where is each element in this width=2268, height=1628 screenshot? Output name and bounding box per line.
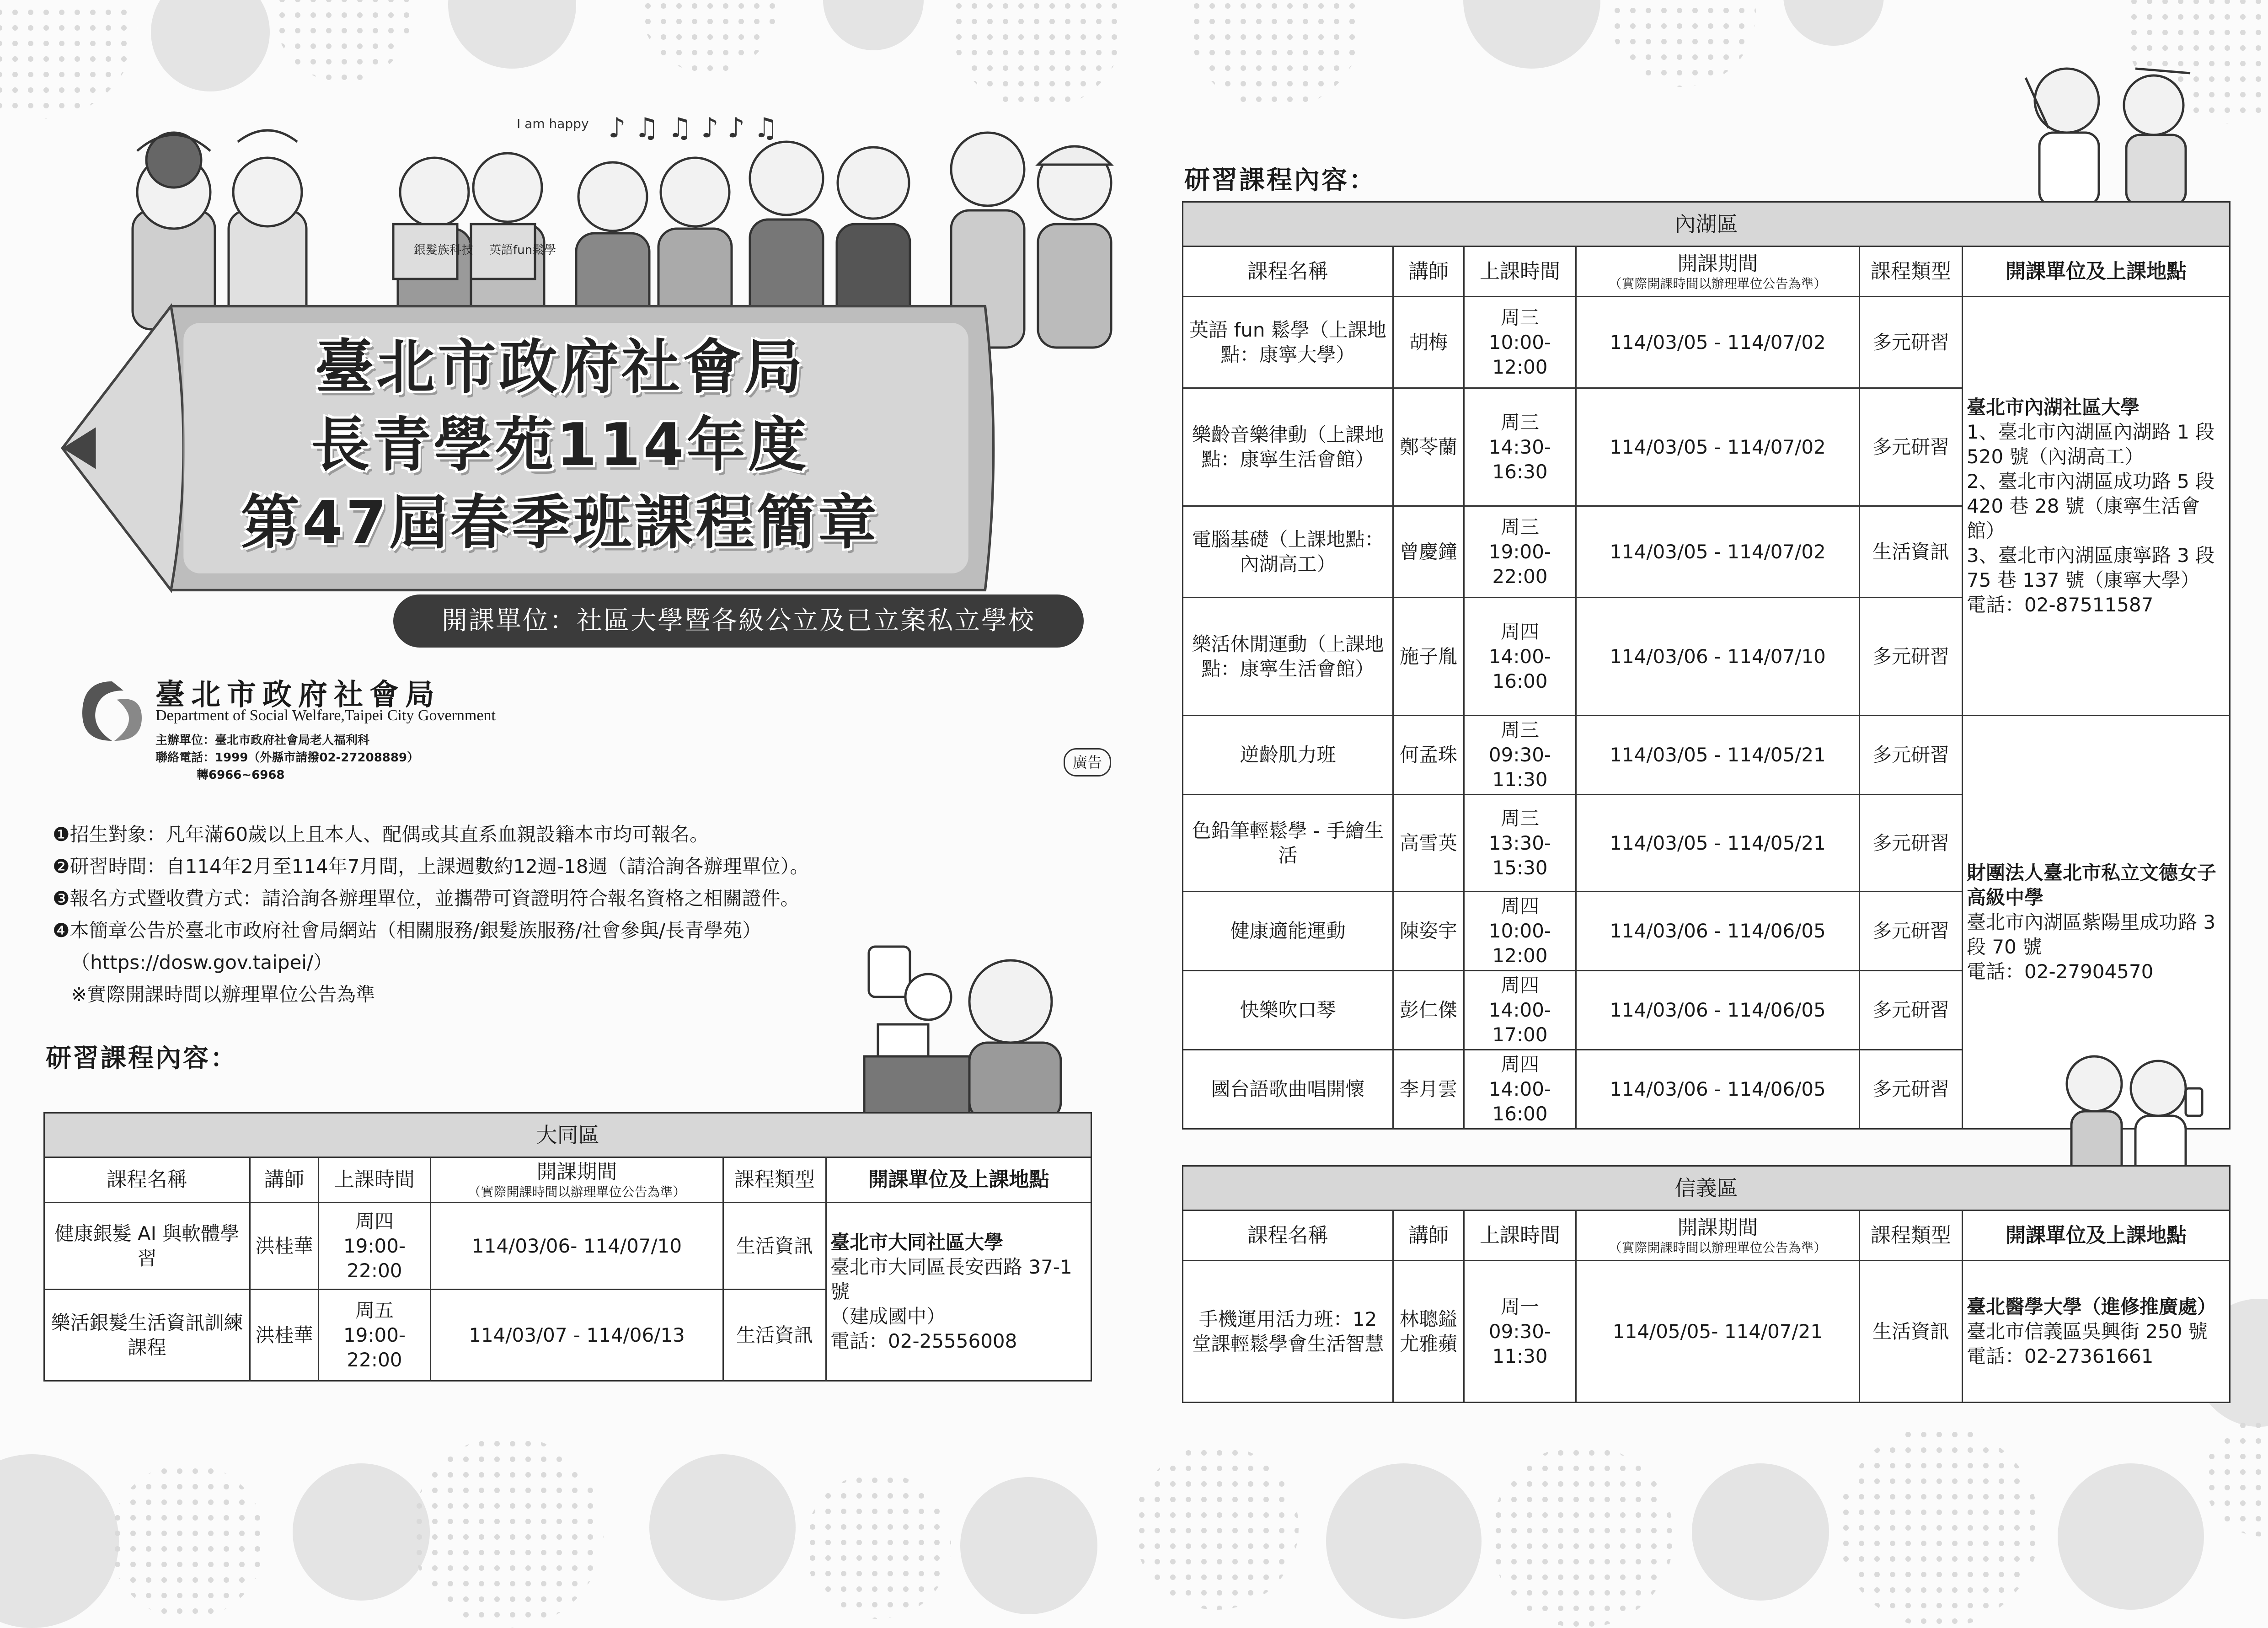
col-header-venue: 開課單位及上課地點 [826,1157,1091,1203]
title-line-1: 臺北市政府社會局 [315,333,805,402]
course-teacher: 陳姿宇 [1393,892,1464,971]
course-period: 114/03/05 - 114/07/02 [1576,388,1860,506]
venue-title: 臺北市內湖社區大學 [1967,396,2140,418]
course-period: 114/03/06 - 114/07/10 [1576,598,1860,716]
course-time: 周四 10:00-12:00 [1464,892,1576,971]
col-header-teacher: 講師 [1393,1210,1464,1261]
agency-ext: 轉6966~6968 [197,768,285,782]
venue-cell [1963,1261,2230,1403]
venue-cell [1963,297,2230,716]
course-time: 周三 13:30-15:30 [1464,795,1576,892]
course-type: 生活資訊 [723,1203,826,1290]
course-period: 114/05/05- 114/07/21 [1576,1261,1860,1403]
col-header-type: 課程類型 [723,1157,826,1203]
course-teacher: 李月雲 [1393,1050,1464,1129]
venue-line: 1、臺北市內湖區內湖路 1 段 520 號（內湖高工） [1967,420,2215,468]
course-name: 健康銀髮 AI 與軟體學習 [44,1203,250,1290]
course-type: 多元研習 [1860,971,1963,1050]
col-header-period [1576,1210,1860,1261]
course-name: 快樂吹口琴 [1183,971,1393,1050]
course-teacher: 洪桂華 [250,1203,319,1290]
col-header-time: 上課時間 [1464,246,1576,297]
course-name: 健康適能運動 [1183,892,1393,971]
period-label: 開課期間 [1677,1216,1758,1239]
agency-name: 臺北市政府社會局 [155,678,441,712]
course-teacher: 何孟珠 [1393,716,1464,795]
note-item: ❸報名方式暨收費方式：請洽詢各辦理單位，並攜帶可資證明符合報名資格之相關證件。 [53,887,800,910]
datong-table [43,1112,1092,1382]
right-page [1134,0,2268,1604]
course-type: 生活資訊 [1860,506,1963,598]
agency-name-en: Department of Social Welfare,Taipei City Government [155,707,496,724]
course-name: 色鉛筆輕鬆學 - 手繪生活 [1183,795,1393,892]
course-time: 周四 14:00-16:00 [1464,1050,1576,1129]
course-type: 多元研習 [1860,716,1963,795]
course-time: 周四 19:00-22:00 [319,1203,431,1290]
course-time: 周三 14:30-16:30 [1464,388,1576,506]
course-type: 多元研習 [1860,795,1963,892]
course-type: 多元研習 [1860,297,1963,388]
note-item: ※實際開課時間以辦理單位公告為準 [71,983,375,1006]
exercise-seniors-illustration [1998,59,2227,206]
period-label: 開課期間 [1677,252,1758,275]
col-header-venue: 開課單位及上課地點 [1963,1210,2230,1261]
course-period: 114/03/07 - 114/06/13 [431,1290,723,1381]
venue-line: 電話：02-87511587 [1967,593,2154,616]
course-period: 114/03/06 - 114/06/05 [1576,1050,1860,1129]
period-label: 開課期間 [536,1160,617,1184]
course-name: 電腦基礎（上課地點：內湖高工） [1183,506,1393,598]
course-type: 生活資訊 [1860,1261,1963,1403]
venue-title: 財團法人臺北市私立文德女子高級中學 [1967,861,2217,909]
col-header-name: 課程名稱 [1183,246,1393,297]
course-name: 逆齡肌力班 [1183,716,1393,795]
venue-line: 臺北市信義區吳興街 250 號 [1967,1320,2208,1343]
senior-computer-illustration [860,942,1097,1125]
course-teacher: 洪桂華 [250,1290,319,1381]
course-time: 周三 09:30-11:30 [1464,716,1576,795]
agency-logo-icon [73,672,151,750]
course-type: 多元研習 [1860,1050,1963,1129]
title-line-2: 長青學苑114年度 [311,411,809,479]
venue-line: 臺北市大同區長安西路 37-1 號 [830,1255,1072,1303]
venue-title: 臺北市大同社區大學 [830,1231,1004,1253]
col-header-name: 課程名稱 [1183,1210,1393,1261]
ad-badge: 廣告 [1064,748,1111,777]
course-name: 英語 fun 鬆學（上課地點：康寧大學） [1183,297,1393,388]
course-type: 多元研習 [1860,892,1963,971]
col-header-type: 課程類型 [1860,246,1963,297]
col-header-teacher: 講師 [250,1157,319,1203]
course-time: 周三 10:00-12:00 [1464,297,1576,388]
venue-line: 3、臺北市內湖區康寧路 3 段 75 巷 137 號（康寧大學） [1967,544,2215,591]
area-header: 信義區 [1183,1166,2230,1210]
speech-bubble-text: I am happy [517,116,589,131]
course-name: 樂活休閒運動（上課地點：康寧生活會館） [1183,598,1393,716]
col-header-period [431,1157,723,1203]
period-note: （實際開課時間以辦理單位公告為準） [1609,1240,1827,1255]
period-note: （實際開課時間以辦理單位公告為準） [1609,276,1827,291]
col-header-time: 上課時間 [1464,1210,1576,1261]
section-title: 研習課程內容： [1184,166,1376,195]
course-type: 多元研習 [1860,598,1963,716]
venue-title: 臺北醫學大學（進修推廣處） [1967,1295,2217,1318]
sign-right-text: 英語fun鬆學 [489,243,556,257]
area-header: 內湖區 [1183,202,2230,246]
note-item: （https://dosw.gov.taipei/） [71,951,333,974]
course-time: 周一 09:30-11:30 [1464,1261,1576,1403]
course-teacher: 胡梅 [1393,297,1464,388]
col-header-teacher: 講師 [1393,246,1464,297]
course-time: 周三 19:00-22:00 [1464,506,1576,598]
course-teacher: 曾慶鐘 [1393,506,1464,598]
col-header-venue: 開課單位及上課地點 [1963,246,2230,297]
course-period: 114/03/05 - 114/07/02 [1576,297,1860,388]
venue-line: 2、臺北市內湖區成功路 5 段 420 巷 28 號（康寧生活會館） [1967,470,2215,542]
xinyi-table [1182,1165,2231,1403]
course-name: 樂活銀髮生活資訊訓練課程 [44,1290,250,1381]
agency-host: 主辦單位：臺北市政府社會局老人福利科 [155,734,370,747]
period-note: （實際開課時間以辦理單位公告為準） [468,1184,686,1200]
course-period: 114/03/06 - 114/06/05 [1576,892,1860,971]
section-title: 研習課程內容： [46,1044,238,1073]
course-type: 生活資訊 [723,1290,826,1381]
note-item: ❹本簡章公告於臺北市政府社會局網站（相關服務/銀髮族服務/社會參與/長青學苑） [53,919,762,942]
course-teacher: 高雪英 [1393,795,1464,892]
note-item: ❶招生對象：凡年滿60歲以上且本人、配偶或其直系血親設籍本市均可報名。 [53,823,709,846]
venue-line: 電話：02-27904570 [1967,960,2154,983]
col-header-name: 課程名稱 [44,1157,250,1203]
col-header-time: 上課時間 [319,1157,431,1203]
venue-line: 臺北市內湖區紫陽里成功路 3 段 70 號 [1967,910,2216,958]
course-type: 多元研習 [1860,388,1963,506]
course-name: 樂齡音樂律動（上課地點：康寧生活會館） [1183,388,1393,506]
course-period: 114/03/05 - 114/05/21 [1576,716,1860,795]
course-time: 周四 14:00-16:00 [1464,598,1576,716]
area-header: 大同區 [44,1113,1091,1157]
course-name: 國台語歌曲唱開懷 [1183,1050,1393,1129]
course-teacher: 鄭苓蘭 [1393,388,1464,506]
venue-line: （建成國中） [830,1305,946,1328]
left-page [0,0,1134,1604]
col-header-period [1576,246,1860,297]
course-name: 手機運用活力班：12 堂課輕鬆學會生活智慧 [1183,1261,1393,1403]
title-line-3: 第47屆春季班課程簡章 [241,489,880,557]
venue-line: 電話：02-25556008 [830,1329,1017,1352]
course-teacher: 林聰鎰 尤雅蘋 [1393,1261,1464,1403]
note-item: ❷研習時間：自114年2月至114年7月間，上課週數約12週-18週（請洽詢各辦理單位）。 [53,855,809,878]
course-teacher: 彭仁傑 [1393,971,1464,1050]
music-notes-icon: ♪ ♫ ♫ ♪ ♪ ♫ [608,112,778,144]
course-period: 114/03/06 - 114/06/05 [1576,971,1860,1050]
venue-cell [826,1203,1091,1381]
venue-line: 電話：02-27361661 [1967,1344,2154,1367]
course-time: 周五 19:00-22:00 [319,1290,431,1381]
sign-left-text: 銀髮族科技 [414,243,474,257]
organizer-bar: 開課單位：社區大學暨各級公立及已立案私立學校 [393,594,1084,648]
course-period: 114/03/06- 114/07/10 [431,1203,723,1290]
course-time: 周四 14:00-17:00 [1464,971,1576,1050]
course-teacher: 施子胤 [1393,598,1464,716]
course-period: 114/03/05 - 114/05/21 [1576,795,1860,892]
agency-phone: 聯絡電話：1999（外縣市請撥02-27208889） [155,751,419,765]
course-period: 114/03/05 - 114/07/02 [1576,506,1860,598]
neihu-table [1182,201,2231,1130]
agency-contact [155,732,419,784]
col-header-type: 課程類型 [1860,1210,1963,1261]
